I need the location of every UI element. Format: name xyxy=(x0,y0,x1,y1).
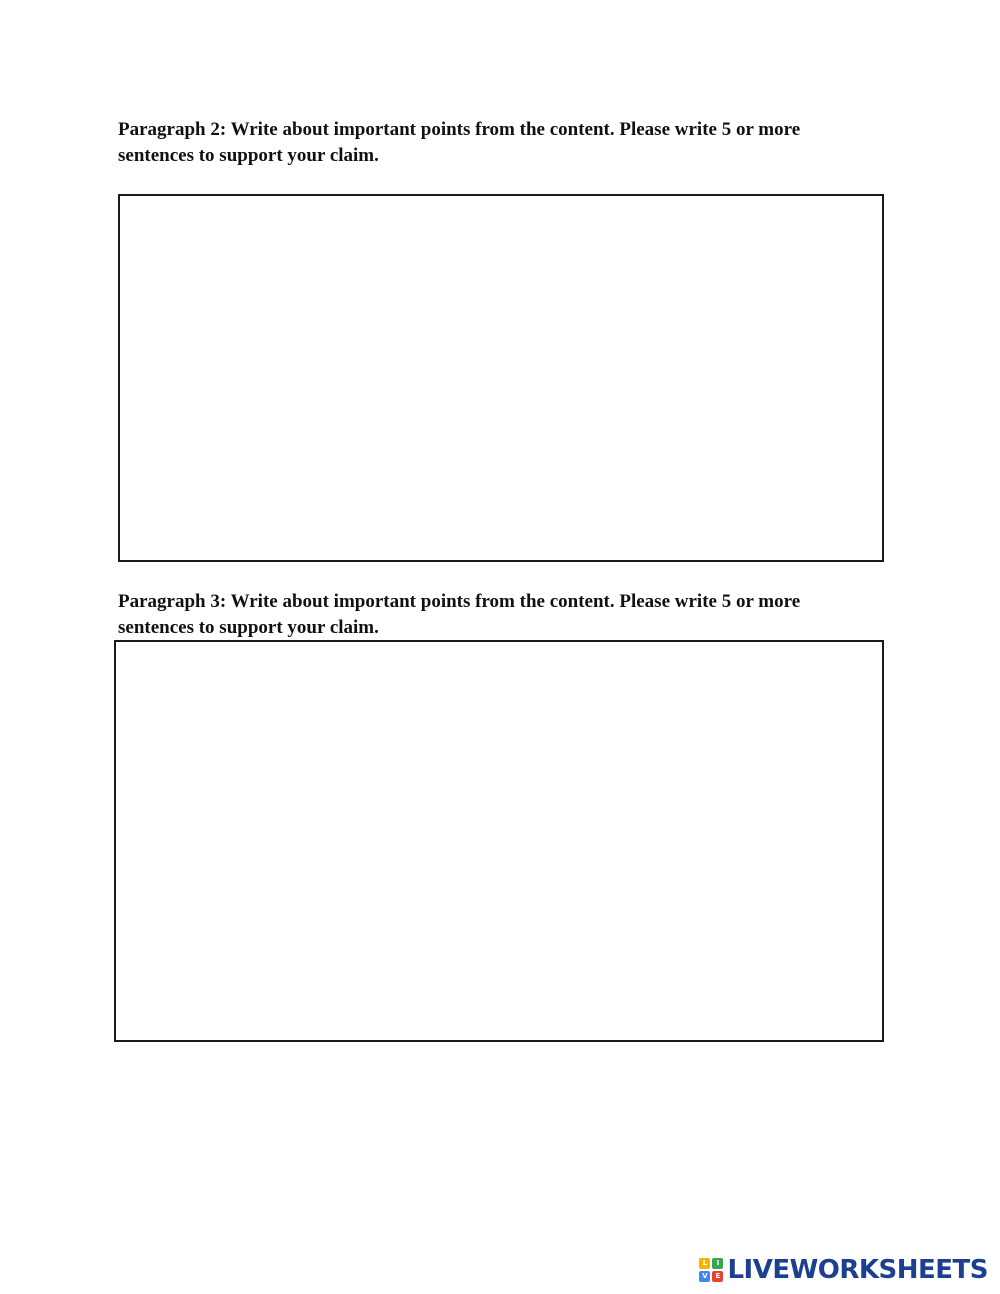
logo-tile-v: V xyxy=(699,1271,710,1282)
liveworksheets-logo-icon xyxy=(699,1258,723,1282)
brand-name: LIVEWORKSHEETS xyxy=(727,1255,988,1285)
paragraph-2-prompt: Paragraph 2: Write about important points from the content. Please write 5 or more sentences to support your claim. xyxy=(118,119,801,166)
paragraph-3-prompt: Paragraph 3: Write about important points from the content. Please write 5 or more sentences to support your claim. xyxy=(118,591,801,638)
logo-tile-i: I xyxy=(712,1258,723,1269)
liveworksheets-brand xyxy=(699,1254,988,1286)
paragraph-2-answer-box[interactable] xyxy=(118,194,884,562)
paragraph-3-answer-box[interactable] xyxy=(114,640,884,1042)
logo-tile-l: L xyxy=(699,1258,710,1269)
logo-tile-e: E xyxy=(712,1271,723,1282)
